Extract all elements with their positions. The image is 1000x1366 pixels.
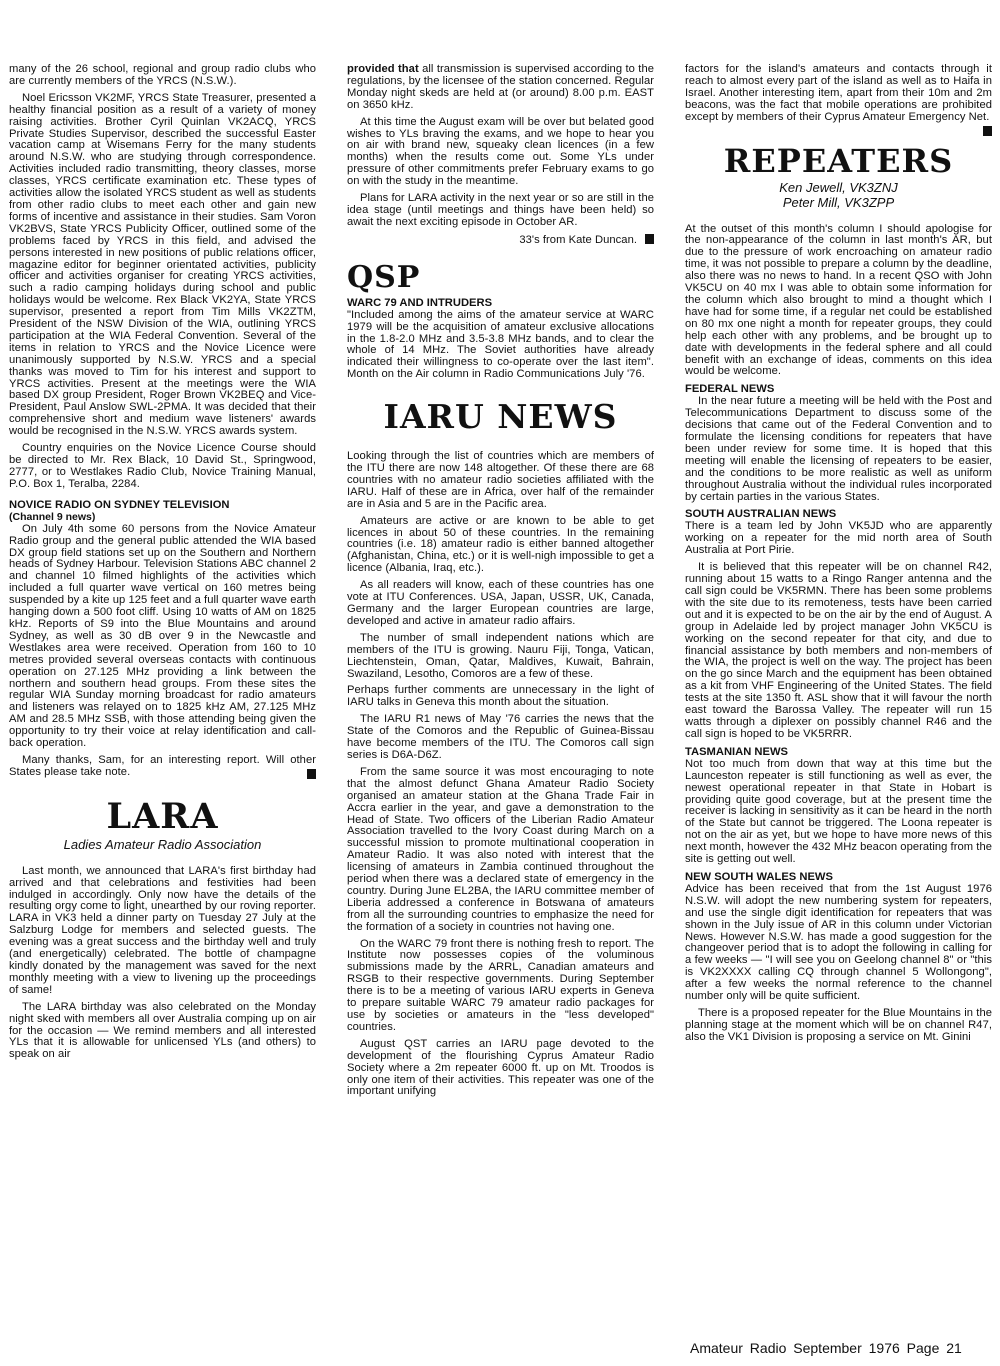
- paragraph: [685, 64, 992, 124]
- paragraph: Noel Ericsson VK2MF, YRCS State Treasurer, presented a healthy financial position as a result of a variety of money raising activities. Brother Cyril Quinlan VK2ACQ, YRCS Private Studies Supervisor, described the successful Easter vacation camp at Wisemans Ferry for the many students around N.S.W. who are studying through correspondence. Activities included radio transmitting, theory classes, morse classes, YRCS certificate examination etc. These types of activities allow the isolated YRCS student as well as students from other radio clubs to meet each other and gain new forms of incentive and assistance in their studies. Sam Voron VK2BVS, State YRCS Publicity Officer, outlined some of the problems faced by YRCS in this field, and advised the persons interested in new positions of public relations officer, magazine editor for beginner orientated activities, publicity officer and activities organiser for creating YRCS activities, such a radio camping holidays during school and public holidays would be welcome. Rex Black VK2YA, State YRCS supervisor, presented a report from Tim Mills VK2ZTM, President of the NSW Division of the WIA, outlining YRCS participation at the WIA Federal Convention. Several of the items in relation to YRCS and the Novice Licence were unanimously supported by N.S.W. YRCS and a special thanks was moved to Tim for his interest and support to YRCS activities. Present at the meetings were the WIA based DX group President, Roger Brown VK2BEQ and Vice-President, Paul Anslow SWL-2PMA. It was decided that their comprehensive short and medium wave listeners' awards would be recognised in the N.S.W. YRCS awards system.: [9, 91, 316, 438]
- novice-heading: NOVICE RADIO ON SYDNEY TELEVISION: [9, 498, 230, 511]
- signature-line: [347, 234, 654, 247]
- end-mark-icon: [645, 234, 654, 244]
- paragraph: On July 4th some 60 persons from the Novice Amateur Radio group and the general public attended the WIA based DX group field stations set up on the Southern and Northern heads of Sydney Harbour. Television Stations ABC channel 2 and channel 10 filmed highlights of the activities which included a full quarter wave vertical on 160 metres being suspended by a kite up 125 feet and a full quarter wave earth hanging down a 500 foot cliff. Using 10 watts of AM on 1825 kHz. Reports of S9 into the Blue Mountains and around Sydney, as well as 30 dB over 9 in the Newcastle and Westlakes area were received. Operation from 160 to 10 metres provided several overseas contacts with continuous operation on 27.125 MHz providing a link between the northern and southern head groups. From these sites the regular WIA Sunday morning broadcast for radio amateurs and listeners was relayed on to 1825 kHz AM, 27.125 MHz AM and 28.5 MHz SSB, with those attending being given the opportunity to try their voice at relay identification and call-back operation.: [9, 522, 316, 750]
- signature-text: 33's from Kate Duncan.: [519, 233, 637, 246]
- paragraph-text: all transmission is supervised according to the regulations, by the licensee of the station concerned. Regular Monday night skeds are held at (or around) 8.00 p.m. EAST on 3650 kHz.: [347, 63, 654, 111]
- paragraph: Looking through the list of countries which are members of the ITU there are now 148 altogether. Of these there are 68 countries with no amateur radio societies affiliated with the IARU. Half of these are in Africa, over half of the remainder are in Asia and 5 are in the Pacific area.: [347, 450, 654, 510]
- column-3: [685, 64, 992, 1049]
- paragraph: The number of small independent nations which are members of the ITU is growing. Nauru Fiji, Tonga, Vatican, Liechtenstein, Oman, Qatar, Maldives, Kuwait, Bahrain, Swaziland, Lesotho, Comoros are a few of these.: [347, 631, 654, 680]
- qsp-title: QSP: [347, 259, 421, 295]
- novice-subheading: (Channel 9 news): [9, 510, 96, 523]
- paragraph: At the outset of this month's column I should apologise for the non-appearance of the column in last month's AR, but due to the pressure of work encroaching on amateur radio time, it was not possible to prepare a column by the deadline, also there was no news to hand. In a recent QSO with John VK5CU on 40 mx I was able to obtain some information for the column which also brought to mind a thought which I have had for some time, if a regular net could be established on 80 mx one night a month for repeater groups, they could help each other with any problems, and be brought up to date with developments in the federal sphere and all could benefit with an exchange of ideas, comments on this idea would be welcome.: [685, 222, 992, 378]
- nsw-heading: NEW SOUTH WALES NEWS: [685, 870, 833, 883]
- federal-heading: FEDERAL NEWS: [685, 383, 775, 396]
- paragraph: August QST carries an IARU page devoted to the development of the flourishing Cyprus Amateur Radio Society where a 2m repeater 6000 ft. up on Mt. Troodos is only one item of their activities. This repeater was one of the important unifying: [347, 1037, 654, 1098]
- sa-heading: SOUTH AUSTRALIAN NEWS: [685, 508, 837, 521]
- paragraph: "Included among the aims of the amateur service at WARC 1979 will be the acquisition of amateur exclusive allocations in the 1.8-2.0 MHz and 3.5-3.8 MHz bands, and to clear the whole of 14 MHz. The Soviet authorities have already indicated their willingness to co-operate over the last item". Month on the Air column in Radio Communications July '76.: [347, 308, 654, 381]
- paragraph: [347, 64, 654, 112]
- paragraph-text: factors for the island's amateurs and contacts through it reach to almost every part of the island as well as to Haifa in Israel. Another interesting item, apart from their 10m and 2m beacons, was the fact that mobile operations are prohibited except by members of their Cyprus Amateur Emergency Net.: [685, 63, 992, 123]
- page-footer: Amateur Radio September 1976 Page 21: [690, 1340, 962, 1356]
- paragraph: There is a team led by John VK5JD who are apparently working on a repeater for the mid north area of South Australia at Port Pirie.: [685, 520, 992, 557]
- paragraph: Last month, we announced that LARA's first birthday had arrived and that celebrations and festivities had been indulged in accordingly. Only now have the details of the resulting orgy come to light, unearthed by our roving reporter. LARA in VK3 held a dinner party on Tuesday 27 July at the Salzburg Lodge for members and selected guests. The evening was a great success and the birthday well and truly (and energetically) celebrated. The bottle of champagne kindly donated by the management was saved for the next monthly meeting with a view to livening up the proceedings of same!: [9, 864, 316, 996]
- closing-note: Many thanks, Sam, for an interesting report. Will other States please take note.: [9, 753, 316, 778]
- paragraph: As all readers will know, each of these countries has one vote at ITU Conferences. USA, Japan, USSR, UK, Canada, Germany and the larger European countries are large, developed and active in amateur radio affairs.: [347, 579, 654, 627]
- paragraph: Advice has been received that from the 1st August 1976 N.S.W. will adopt the new numbering system for repeaters, and use the single digit identification for repeaters that was shown in the July issue of AR in this column under Victorian News. However N.S.W. has made a good suggestion for the changeover period that is to adopt the following in calling for a few weeks — "I will see you on Geelong channel 8" or "this is VK2XXXX calling CQ through channel 5 Wollongong", after a few weeks the normal reference to the channel number only will be quite sufficient.: [685, 882, 992, 1003]
- paragraph: On the WARC 79 front there is nothing fresh to report. The Institute now possesses copies of the voluminous submissions made by the ARRL, Canadian amateurs and RSGB to their respective governments. During September there is to be a meeting of various IARU experts in Geneva to prepare suitable WARC 79 amateur radio packages for use by societies or amateurs in the "less developed" countries.: [347, 937, 654, 1033]
- paragraph: [9, 755, 316, 779]
- lara-title: LARA: [106, 795, 219, 837]
- paragraph: Amateurs are active or are known to be able to get licences in about 50 of these countries. In the remaining countries (i.e. 18) amateur radio is either banned altogether (Afghanistan, China, etc.) or it is well-nigh impossible to get a licence (Albania, Iraq, etc.).: [347, 514, 654, 575]
- paragraph: The IARU R1 news of May '76 carries the news that the State of the Comoros and the Republic of Guinea-Bissau have become members of the ITU. The Comoros call sign series is D6A-D6Z.: [347, 713, 654, 761]
- paragraph: It is believed that this repeater will be on channel R42, running about 15 watts to a Ringo Ranger antenna and the call sign could be VK5RMN. There has been some problems with the site due to its remoteness, tests have been carried out and it is expected to be on the air by the end of August. A group in Adelaide led by project manager John VK5CU is working on the second repeater for that city, and due to financial assistance by both members and non-members of the WIA, the project is well on the way. The project has been on the go since March and the equipment has been obtained as a kit from VHF Engineering of the United States. The field tests at the site 1350 ft. ASL show that it will favour the north east toward the Barossa Valley. The repeater will run 15 watts through a diplexer on possibly channel R46 and the call sign is hoped to be VK5RRR.: [685, 561, 992, 740]
- paragraph: The LARA birthday was also celebrated on the Monday night sked with members all over Australia comping up on air for the occasion — We remind members and all interested YLs that it is allowable for unlicensed YLs (and others) to speak on air: [9, 1000, 316, 1061]
- tasmania-heading: TASMANIAN NEWS: [685, 745, 788, 758]
- paragraph: At this time the August exam will be over but belated good wishes to YLs braving the exams, and we hope to hear you on air with brand new, squeaky clean licences (in a few months) when the results come out. Some YLs under pressure of other commitments prefer February exams to go on with the study in the meantime.: [347, 115, 654, 188]
- column-2: [347, 64, 654, 1103]
- end-mark-icon: [307, 769, 316, 779]
- paragraph: many of the 26 school, regional and group radio clubs who are currently members of the YRCS (N.S.W.).: [9, 63, 316, 87]
- author-2: Peter Mill, VK3ZPP: [782, 194, 895, 210]
- iaru-title: IARU NEWS: [383, 397, 618, 437]
- paragraph: Perhaps further comments are unnecessary in the light of IARU talks in Geneva this month about the situation.: [347, 684, 654, 709]
- paragraph: From the same source it was most encouraging to note that the almost defunct Ghana Amateur Radio Society organised an amateur station at the Ghana Trade Fair in Accra earlier in the year, and gave a demonstration to the Head of State. Two officers of the Liberian Radio Amateur Association travelled to the Ivory Coast during March on a successful mission to promote multinational cooperation in Amateur Radio. It was also noted with interest that the licensing of amateurs in Zambia continued throughout the period when there was a declared state of emergency in the country. During June EL2BA, the IARU committee member of Liberia addressed a conference in Botswana of amateurs from all the surrounding countries to emphasize the need for the formation of a society in countries not having one.: [347, 765, 654, 933]
- paragraph: Not too much from down that way at this time but the Launceston repeater is still functioning as well as ever, the newest operational repeater in that State in Hobart is providing quite good coverage, but at the present time the receiver is lacking in sensitivity as it can be heard in the north of the State but cannot be triggered. The Loona repeater is not on the air as yet, but we hope to have more news of this next month, however the 432 MHz beacon operating from the site is getting out well.: [685, 757, 992, 866]
- lara-subtitle: Ladies Amateur Radio Association: [63, 836, 262, 852]
- warc-heading: WARC 79 AND INTRUDERS: [347, 296, 493, 309]
- paragraph: There is a proposed repeater for the Blue Mountains in the planning stage at the moment which will be on channel R47, also the VK1 Division is proposing a service on Mt. Ginini: [685, 1007, 992, 1043]
- paragraph: In the near future a meeting will be held with the Post and Telecommunications Department to discuss some of the decisions that came out of the Federal Convention and to formulate the licensing conditions for repeaters that have been under review for some time. It is hoped that this meeting will enable the licensing of repeaters to be easier, and the conditions to be more realistic as well as uniform throughout Australia without the individual rules incorporated by certain parties in the various States.: [685, 395, 992, 503]
- author-1: Ken Jewell, VK3ZNJ: [779, 179, 898, 195]
- repeaters-title: REPEATERS: [723, 141, 954, 180]
- column-1: [9, 64, 316, 1066]
- paragraph: Plans for LARA activity in the next year or so are still in the idea stage (until meetings and things have been held) so await the next exciting episode in October AR.: [347, 192, 654, 228]
- bold-lead: provided that: [347, 63, 419, 75]
- end-mark-icon: [983, 126, 992, 136]
- paragraph: Country enquiries on the Novice Licence Course should be directed to Mr. Rex Black, 10 David St., Springwood, 2777, or to Westlakes Radio Club, Novice Training Manual, P.O. Box 1, Teralba, 2284.: [9, 442, 316, 490]
